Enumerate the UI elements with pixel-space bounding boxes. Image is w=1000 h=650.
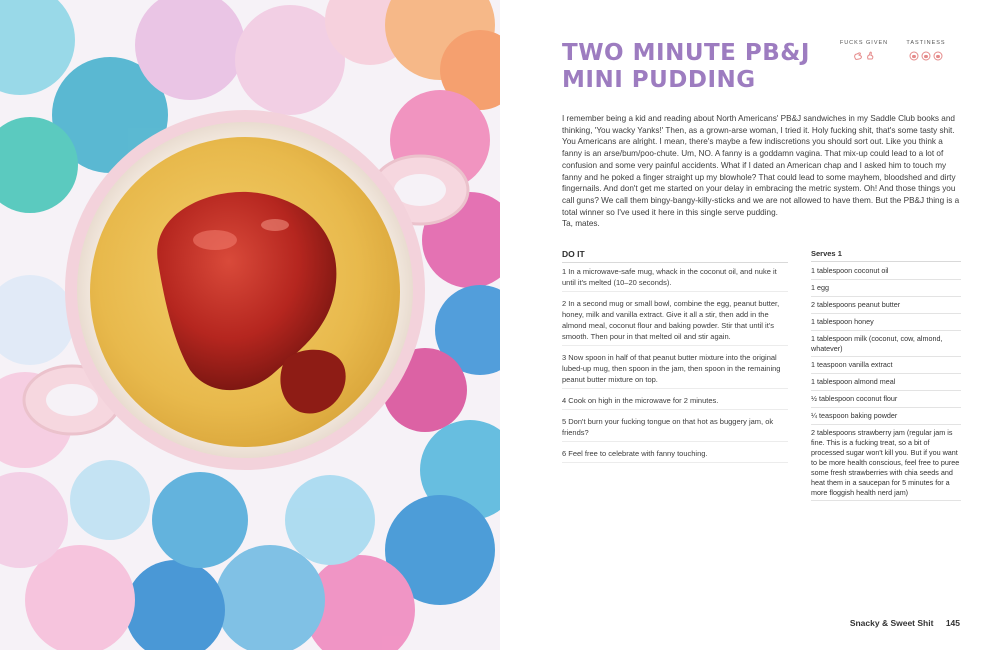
method-step: 5 Don't burn your fucking tongue on that hot as buggery jam, ok friends? — [562, 416, 788, 442]
ingredient-item: 1 tablespoon coconut oil — [811, 265, 961, 280]
ingredient-item: ¼ teaspoon baking powder — [811, 410, 961, 425]
fucks-given-icons — [836, 51, 892, 61]
ingredient-item: 1 tablespoon almond meal — [811, 376, 961, 391]
serves-label: Serves 1 — [811, 249, 961, 262]
intro-text — [562, 113, 962, 230]
tasty-mouth-icon — [909, 51, 919, 61]
method-step: 2 In a second mug or small bowl, combine the egg, peanut butter, honey, milk and vanilla extract. Give it all a stir, then add in the almond meal, coconut flour and baking powder. Stir that until it's smooth. Then pour in that melted oil and stir again. — [562, 298, 788, 346]
method-heading: DO IT — [562, 249, 788, 263]
fucks-given-rating — [836, 40, 892, 61]
tastiness-label: TASTINESS — [906, 40, 946, 46]
intro-paragraph: I remember being a kid and reading about North Americans' PB&J sandwiches in my Saddle Club books and thinking, 'You wacky Yanks!' Then, as a grown-arse woman, I tried it. Holy fucking shit, that's some tasty shit. You Americans are alright. I mean, there's maybe a few indiscretions you should sort out. Like you think a fanny is an arse/bum/poo-chute. Um, NO. A fanny is a goddamn vagina. That mix-up could lead to a lot of confusion and some very painful accidents. What if I dated an American chap and I asked him to touch my fanny and he poked a finger straight up my blowhole? That could lead to some mayhem, bloodshed and dirty fingernails. And don't get me started on your delay in embracing the metric system. Oh! And those things you call guns? We call them bingy-bangy-killy-sticks and we are not allowed to have them. But the PB&J thing is a total winner so I've used it here in this single serve pudding. — [562, 114, 960, 217]
ingredient-item: 2 tablespoons peanut butter — [811, 299, 961, 314]
method-step: 6 Feel free to celebrate with fanny touching. — [562, 448, 788, 463]
ingredient-item: 1 egg — [811, 282, 961, 297]
ingredient-item: ½ tablespoon coconut flour — [811, 393, 961, 408]
page-number: 145 — [945, 618, 960, 628]
hand-gesture-icon — [865, 51, 875, 61]
recipe-page — [500, 0, 1000, 650]
footer-section-title: Snacky & Sweet Shit — [849, 618, 934, 628]
ingredients-section — [811, 249, 961, 503]
tasty-mouth-icon — [933, 51, 943, 61]
method-step: 1 In a microwave-safe mug, whack in the coconut oil, and nuke it until it's melted (10–20 seconds). — [562, 266, 788, 292]
ingredient-item: 1 teaspoon vanilla extract — [811, 359, 961, 374]
fucks-given-label: FUCKS GIVEN — [839, 40, 889, 46]
ingredient-item: 2 tablespoons strawberry jam (regular jam is fine. This is a fucking treat, so a bit of processed sugar won't kill you. But if you want to be more health conscious, feel free to puree some fresh strawberries with chia seeds and heat them in a saucepan for 5 minutes for a more floggish health nerd jam) — [811, 427, 961, 501]
ingredient-item: 1 tablespoon milk (coconut, cow, almond, whatever) — [811, 333, 961, 358]
tastiness-icons — [898, 51, 954, 61]
hand-gesture-icon — [853, 51, 863, 61]
method-step: 4 Cook on high in the microwave for 2 minutes. — [562, 395, 788, 410]
method-section — [562, 249, 788, 469]
tasty-mouth-icon — [921, 51, 931, 61]
tastiness-rating — [898, 40, 954, 61]
intro-signoff: Ta, mates. — [562, 219, 600, 229]
page-footer — [850, 618, 960, 628]
method-step: 3 Now spoon in half of that peanut butter mixture into the original lubed-up mug, then spoon in the jam, then spoon in the remaining peanut butter mixture on top. — [562, 352, 788, 389]
ingredient-item: 1 tablespoon honey — [811, 316, 961, 331]
recipe-title: TWO MINUTE PB&J MINI PUDDING — [562, 40, 810, 93]
